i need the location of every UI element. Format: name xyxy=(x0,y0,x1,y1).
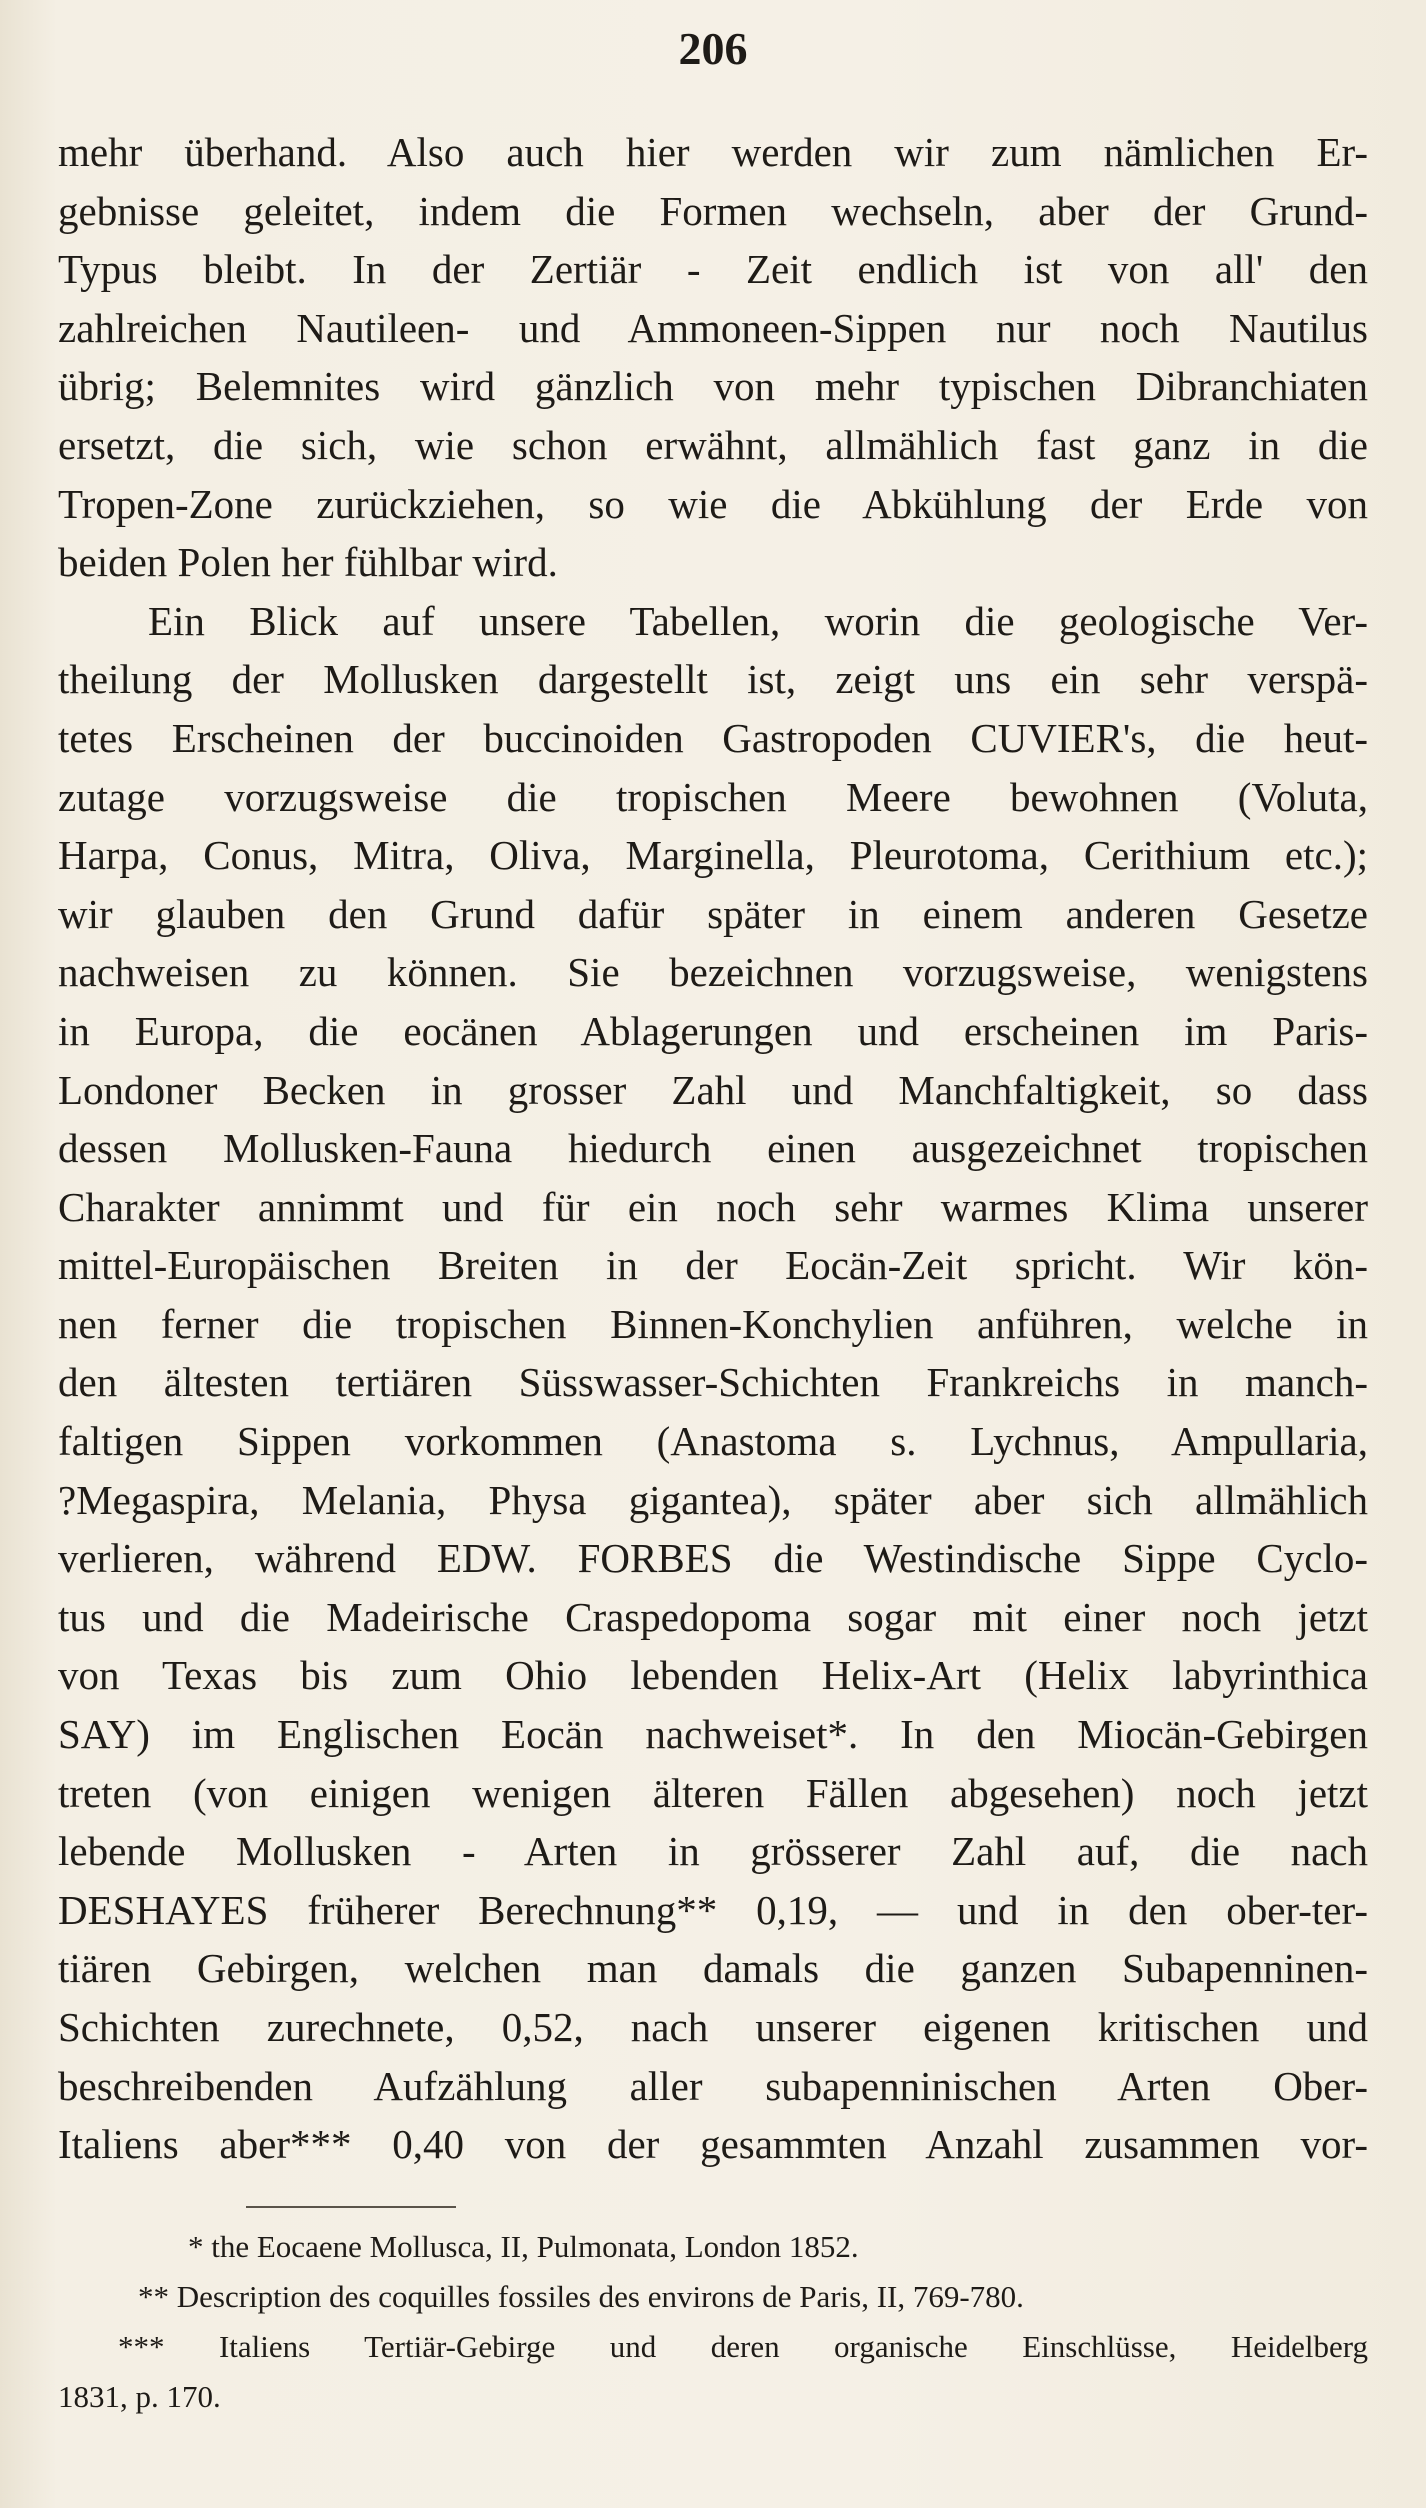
text-line: zutage vorzugsweise die tropischen Meere bewohnen (Voluta, xyxy=(58,773,1368,820)
body-text xyxy=(58,123,1368,2174)
text-line: SAY) im Englischen Eocän nachweiset*. In den Miocän-Gebirgen xyxy=(58,1711,1368,1758)
text-line: Harpa, Conus, Mitra, Oliva, Marginella, Pleurotoma, Cerithium etc.); xyxy=(58,832,1368,879)
text-line: Charakter annimmt und für ein noch sehr warmes Klima unserer xyxy=(58,1183,1368,1230)
footnote: * the Eocaene Mollusca, II, Pulmonata, London 1852. xyxy=(188,2229,859,2264)
text-line: nachweisen zu können. Sie bezeichnen vorzugsweise, wenigstens xyxy=(58,949,1368,996)
text-line: treten (von einigen wenigen älteren Fällen abgesehen) noch jetzt xyxy=(58,1769,1368,1816)
text-line: Ein Blick auf unsere Tabellen, worin die geologische Ver- xyxy=(148,597,1368,644)
text-line: beiden Polen her fühlbar wird. xyxy=(58,539,558,586)
text-line: tiären Gebirgen, welchen man damals die ganzen Subapenninen- xyxy=(58,1945,1368,1992)
text-line: zahlreichen Nautileen- und Ammoneen-Sippen nur noch Nautilus xyxy=(58,304,1368,351)
footnotes xyxy=(58,2222,1368,2422)
text-line: verlieren, während EDW. FORBES die Westindische Sippe Cyclo- xyxy=(58,1535,1368,1582)
footnote: ** Description des coquilles fossiles des environs de Paris, II, 769-780. xyxy=(138,2279,1024,2314)
text-line: mittel-Europäischen Breiten in der Eocän-Zeit spricht. Wir kön- xyxy=(58,1242,1368,1289)
text-line: ersetzt, die sich, wie schon erwähnt, allmählich fast ganz in die xyxy=(58,421,1368,468)
text-line: den ältesten tertiären Süsswasser-Schichten Frankreichs in manch- xyxy=(58,1359,1368,1406)
text-line: wir glauben den Grund dafür später in einem anderen Gesetze xyxy=(58,890,1368,937)
footnote-continuation: 1831, p. 170. xyxy=(58,2379,221,2414)
text-line: in Europa, die eocänen Ablagerungen und erscheinen im Paris- xyxy=(58,1007,1368,1054)
text-line: Schichten zurechnete, 0,52, nach unserer eigenen kritischen und xyxy=(58,2004,1368,2050)
text-line: beschreibenden Aufzählung aller subapenninischen Arten Ober- xyxy=(58,2062,1368,2109)
text-line: Italiens aber*** 0,40 von der gesammten Anzahl zusammen vor- xyxy=(58,2121,1368,2168)
text-line: von Texas bis zum Ohio lebenden Helix-Art (Helix labyrinthica xyxy=(58,1652,1368,1699)
text-line: Londoner Becken in grosser Zahl und Manchfaltigkeit, so dass xyxy=(58,1066,1368,1113)
page-number: 206 xyxy=(678,23,748,74)
text-line: tetes Erscheinen der buccinoiden Gastropoden CUVIER's, die heut- xyxy=(58,714,1368,761)
text-line: ?Megaspira, Melania, Physa gigantea), später aber sich allmählich xyxy=(58,1476,1368,1523)
text-line: gebnisse geleitet, indem die Formen wechseln, aber der Grund- xyxy=(58,187,1368,234)
text-line: theilung der Mollusken dargestellt ist, zeigt uns ein sehr verspä- xyxy=(58,656,1368,703)
text-line: Tropen-Zone zurückziehen, so wie die Abkühlung der Erde von xyxy=(58,480,1368,527)
text-line: übrig; Belemnites wird gänzlich von mehr typischen Dibranchiaten xyxy=(58,363,1368,410)
text-line: faltigen Sippen vorkommen (Anastoma s. Lychnus, Ampullaria, xyxy=(58,1418,1368,1465)
text-line: dessen Mollusken-Fauna hiedurch einen ausgezeichnet tropischen xyxy=(58,1125,1368,1172)
text-line: lebende Mollusken - Arten in grösserer Zahl auf, die nach xyxy=(58,1828,1368,1875)
text-line: tus und die Madeirische Craspedopoma sogar mit einer noch jetzt xyxy=(58,1593,1368,1640)
footnote-divider xyxy=(246,2206,456,2208)
text-line: DESHAYES früherer Berechnung** 0,19, — und in den ober-ter- xyxy=(58,1886,1368,1933)
text-line: nen ferner die tropischen Binnen-Konchylien anführen, welche in xyxy=(58,1300,1368,1347)
text-line: Typus bleibt. In der Zertiär - Zeit endlich ist von all' den xyxy=(58,246,1368,293)
text-line: mehr überhand. Also auch hier werden wir zum nämlichen Er- xyxy=(58,129,1368,175)
footnote: *** Italiens Tertiär-Gebirge und deren organische Einschlüsse, Heidelberg xyxy=(118,2329,1368,2364)
